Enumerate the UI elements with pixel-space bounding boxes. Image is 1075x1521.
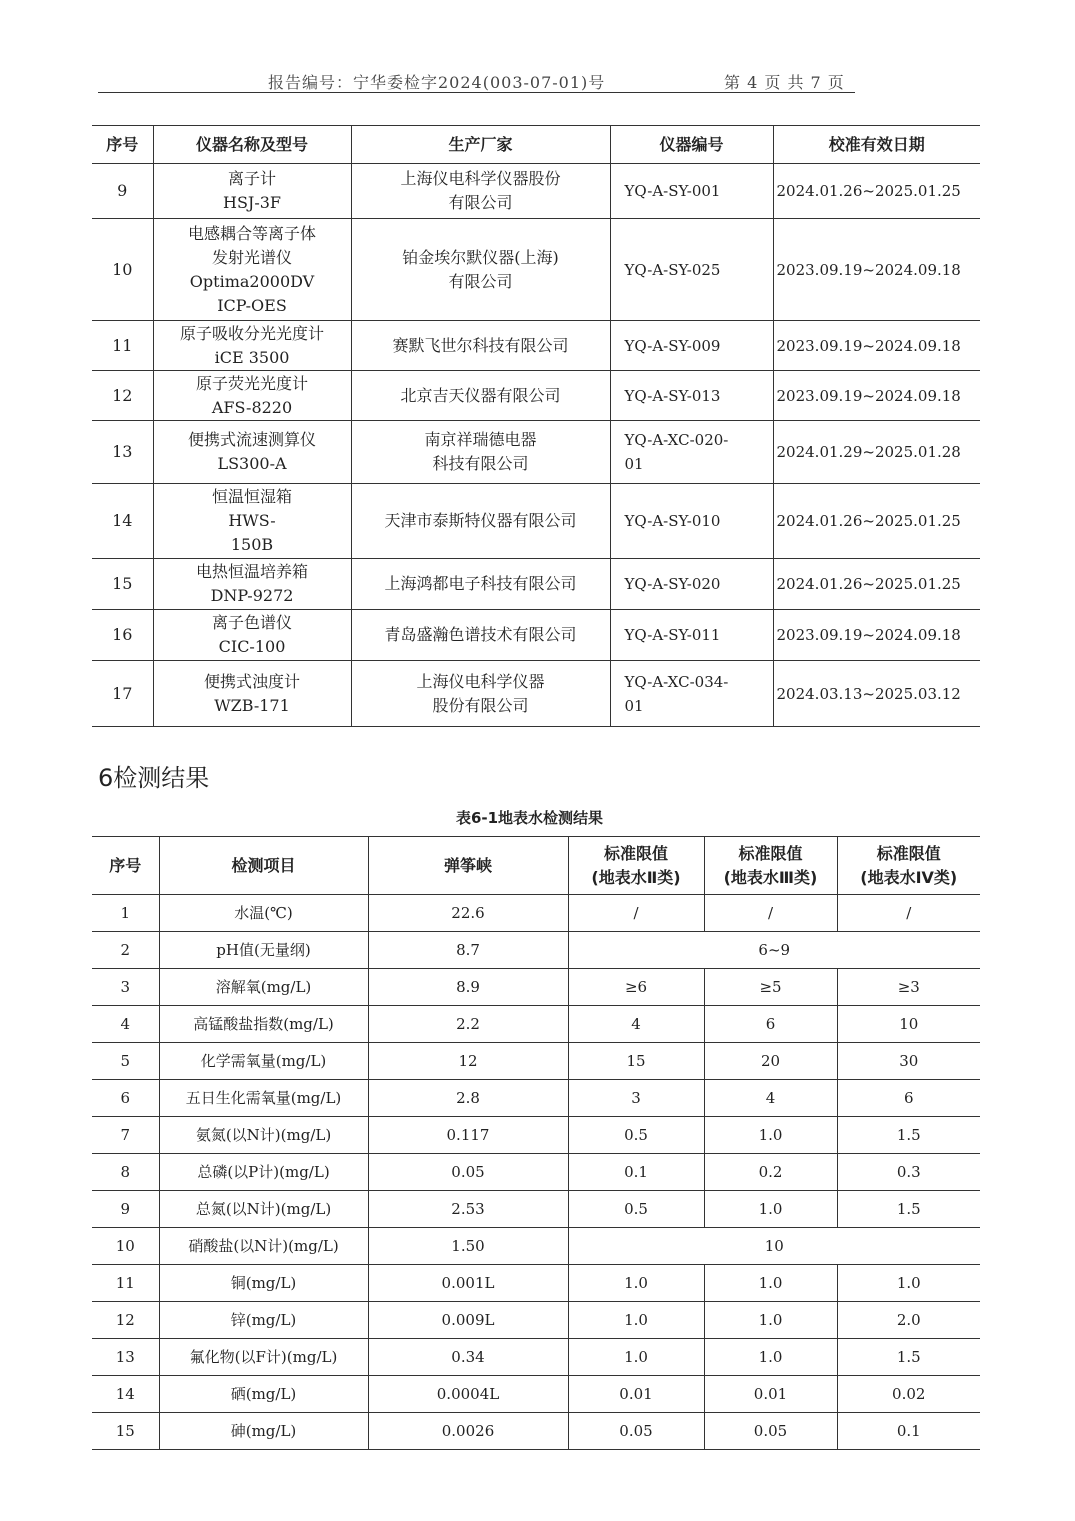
cell-limit: /: [704, 895, 837, 932]
cell-manufacturer: 天津市泰斯特仪器有限公司: [351, 484, 610, 559]
cell-instrument-code: YQ-A-SY-020: [610, 559, 773, 610]
cell-limit: 4: [704, 1080, 837, 1117]
cell-value: 22.6: [368, 895, 568, 932]
cell-item: pH值(无量纲): [159, 932, 368, 969]
table-row: [92, 1006, 980, 1043]
cell-value: 2.53: [368, 1191, 568, 1228]
cell-limit: 2.0: [837, 1302, 980, 1339]
cell-limit: 3: [568, 1080, 704, 1117]
report-number: 报告编号：宁华委检字2024(003-07-01)号: [268, 73, 606, 92]
cell-no: 16: [92, 610, 153, 661]
col-header: 序号: [92, 837, 159, 895]
cell-limit: 0.1: [568, 1154, 704, 1191]
section-title: 6检测结果: [98, 764, 210, 792]
table-row: [92, 1376, 980, 1413]
table-row: [92, 932, 980, 969]
cell-no: 11: [92, 1265, 159, 1302]
cell-no: 3: [92, 969, 159, 1006]
page-indicator: 第 4 页 共 7 页: [724, 73, 845, 92]
cell-no: 9: [92, 164, 153, 219]
cell-limit: /: [837, 895, 980, 932]
cell-instrument-code: YQ-A-XC-020- 01: [610, 421, 773, 484]
table-caption-text: 表6-1地表水检测结果: [455, 809, 604, 827]
cell-calibration-date: 2023.09.19~2024.09.18: [773, 610, 980, 661]
cell-item: 氟化物(以F计)(mg/L): [159, 1339, 368, 1376]
cell-item: 硒(mg/L): [159, 1376, 368, 1413]
col-header: 标准限值 (地表水Ⅱ类): [568, 837, 704, 895]
cell-manufacturer: 铂金埃尔默仪器(上海) 有限公司: [351, 219, 610, 321]
table-row: [92, 1080, 980, 1117]
table-row: [92, 559, 980, 610]
table-row: [92, 1043, 980, 1080]
cell-limit: 6: [837, 1080, 980, 1117]
cell-limit: 0.5: [568, 1117, 704, 1154]
cell-instrument-name: 离子计 HSJ-3F: [153, 164, 351, 219]
cell-limit: 1.0: [568, 1265, 704, 1302]
cell-item: 氨氮(以N计)(mg/L): [159, 1117, 368, 1154]
cell-instrument-code: YQ-A-SY-009: [610, 321, 773, 371]
col-header: 标准限值 (地表水IV类): [837, 837, 980, 895]
cell-calibration-date: 2024.01.29~2025.01.28: [773, 421, 980, 484]
cell-instrument-name: 原子荧光光度计 AFS-8220: [153, 371, 351, 421]
cell-limit-merged: 6~9: [568, 932, 980, 969]
col-header: 仪器名称及型号: [153, 126, 351, 164]
cell-value: 0.001L: [368, 1265, 568, 1302]
cell-instrument-code: YQ-A-SY-001: [610, 164, 773, 219]
cell-no: 6: [92, 1080, 159, 1117]
results-table: [92, 836, 980, 1450]
cell-calibration-date: 2024.01.26~2025.01.25: [773, 164, 980, 219]
col-header: 校准有效日期: [773, 126, 980, 164]
cell-limit: 1.5: [837, 1339, 980, 1376]
cell-limit: /: [568, 895, 704, 932]
cell-no: 15: [92, 1413, 159, 1450]
cell-limit: 1.0: [704, 1302, 837, 1339]
cell-value: 0.0026: [368, 1413, 568, 1450]
cell-item: 硝酸盐(以N计)(mg/L): [159, 1228, 368, 1265]
cell-calibration-date: 2024.03.13~2025.03.12: [773, 661, 980, 727]
table-row: [92, 1302, 980, 1339]
cell-item: 水温(℃): [159, 895, 368, 932]
col-header: 标准限值 (地表水Ⅲ类): [704, 837, 837, 895]
cell-no: 2: [92, 932, 159, 969]
table-row: [92, 969, 980, 1006]
cell-limit: 0.01: [704, 1376, 837, 1413]
table-row: [92, 1413, 980, 1450]
cell-no: 7: [92, 1117, 159, 1154]
cell-instrument-name: 便携式浊度计 WZB-171: [153, 661, 351, 727]
cell-value: 1.50: [368, 1228, 568, 1265]
cell-no: 10: [92, 1228, 159, 1265]
cell-item: 总磷(以P计)(mg/L): [159, 1154, 368, 1191]
cell-limit: 0.5: [568, 1191, 704, 1228]
cell-limit: 1.0: [837, 1265, 980, 1302]
cell-limit: 20: [704, 1043, 837, 1080]
col-header: 检测项目: [159, 837, 368, 895]
cell-manufacturer: 赛默飞世尔科技有限公司: [351, 321, 610, 371]
cell-item: 化学需氧量(mg/L): [159, 1043, 368, 1080]
cell-limit: ≥3: [837, 969, 980, 1006]
cell-manufacturer: 上海仪电科学仪器 股份有限公司: [351, 661, 610, 727]
cell-item: 高锰酸盐指数(mg/L): [159, 1006, 368, 1043]
cell-limit: 0.05: [568, 1413, 704, 1450]
cell-instrument-name: 便携式流速测算仪 LS300-A: [153, 421, 351, 484]
cell-no: 12: [92, 1302, 159, 1339]
results-table-header: [92, 837, 980, 895]
cell-no: 14: [92, 1376, 159, 1413]
cell-item: 五日生化需氧量(mg/L): [159, 1080, 368, 1117]
cell-limit-merged: 10: [568, 1228, 980, 1265]
cell-no: 4: [92, 1006, 159, 1043]
cell-limit: 1.0: [704, 1265, 837, 1302]
cell-limit: 0.2: [704, 1154, 837, 1191]
cell-limit: 30: [837, 1043, 980, 1080]
cell-item: 溶解氧(mg/L): [159, 969, 368, 1006]
cell-value: 2.8: [368, 1080, 568, 1117]
col-header: 序号: [92, 126, 153, 164]
cell-value: 0.05: [368, 1154, 568, 1191]
cell-limit: 1.0: [704, 1339, 837, 1376]
cell-no: 17: [92, 661, 153, 727]
cell-calibration-date: 2023.09.19~2024.09.18: [773, 321, 980, 371]
cell-limit: 1.0: [568, 1302, 704, 1339]
cell-limit: 1.0: [704, 1117, 837, 1154]
col-header: 弹筝峡: [368, 837, 568, 895]
cell-manufacturer: 青岛盛瀚色谱技术有限公司: [351, 610, 610, 661]
table-row: [92, 1191, 980, 1228]
cell-value: 0.117: [368, 1117, 568, 1154]
table-row: [92, 371, 980, 421]
cell-manufacturer: 上海鸿都电子科技有限公司: [351, 559, 610, 610]
col-header: 仪器编号: [610, 126, 773, 164]
cell-no: 12: [92, 371, 153, 421]
cell-limit: 1.0: [568, 1339, 704, 1376]
cell-limit: 0.05: [704, 1413, 837, 1450]
cell-limit: 6: [704, 1006, 837, 1043]
cell-manufacturer: 北京吉天仪器有限公司: [351, 371, 610, 421]
cell-instrument-name: 原子吸收分光光度计 iCE 3500: [153, 321, 351, 371]
cell-limit: 0.02: [837, 1376, 980, 1413]
cell-instrument-code: YQ-A-SY-013: [610, 371, 773, 421]
cell-instrument-name: 恒温恒湿箱 HWS- 150B: [153, 484, 351, 559]
cell-limit: 4: [568, 1006, 704, 1043]
cell-instrument-name: 电热恒温培养箱 DNP-9272: [153, 559, 351, 610]
page-header: [98, 70, 855, 93]
cell-value: 8.7: [368, 932, 568, 969]
cell-instrument-code: YQ-A-SY-010: [610, 484, 773, 559]
cell-limit: 1.0: [704, 1191, 837, 1228]
table-row: [92, 610, 980, 661]
cell-limit: 0.1: [837, 1413, 980, 1450]
cell-no: 15: [92, 559, 153, 610]
cell-limit: 1.5: [837, 1191, 980, 1228]
table-row: [92, 484, 980, 559]
cell-no: 1: [92, 895, 159, 932]
cell-no: 11: [92, 321, 153, 371]
table-row: [92, 219, 980, 321]
table-row: [92, 1339, 980, 1376]
cell-no: 9: [92, 1191, 159, 1228]
table-row: [92, 1117, 980, 1154]
cell-instrument-code: YQ-A-SY-025: [610, 219, 773, 321]
cell-no: 13: [92, 421, 153, 484]
cell-value: 0.0004L: [368, 1376, 568, 1413]
cell-instrument-code: YQ-A-XC-034- 01: [610, 661, 773, 727]
cell-item: 总氮(以N计)(mg/L): [159, 1191, 368, 1228]
cell-limit: 0.3: [837, 1154, 980, 1191]
cell-value: 8.9: [368, 969, 568, 1006]
cell-limit: 0.01: [568, 1376, 704, 1413]
cell-manufacturer: 上海仪电科学仪器股份 有限公司: [351, 164, 610, 219]
cell-item: 铜(mg/L): [159, 1265, 368, 1302]
table-row: [92, 321, 980, 371]
cell-limit: ≥6: [568, 969, 704, 1006]
cell-calibration-date: 2024.01.26~2025.01.25: [773, 484, 980, 559]
cell-value: 12: [368, 1043, 568, 1080]
instrument-table-header: [92, 126, 980, 164]
cell-no: 14: [92, 484, 153, 559]
table-row: [92, 164, 980, 219]
table-row: [92, 1265, 980, 1302]
cell-instrument-name: 电感耦合等离子体 发射光谱仪 Optima2000DV ICP-OES: [153, 219, 351, 321]
cell-limit: ≥5: [704, 969, 837, 1006]
cell-item: 锌(mg/L): [159, 1302, 368, 1339]
instrument-table: [92, 125, 980, 727]
table-row: [92, 421, 980, 484]
table-row: [92, 661, 980, 727]
cell-item: 砷(mg/L): [159, 1413, 368, 1450]
table-row: [92, 895, 980, 932]
cell-no: 13: [92, 1339, 159, 1376]
cell-no: 10: [92, 219, 153, 321]
cell-limit: 1.5: [837, 1117, 980, 1154]
cell-no: 5: [92, 1043, 159, 1080]
cell-instrument-name: 离子色谱仪 CIC-100: [153, 610, 351, 661]
col-header: 生产厂家: [351, 126, 610, 164]
cell-manufacturer: 南京祥瑞德电器 科技有限公司: [351, 421, 610, 484]
cell-instrument-code: YQ-A-SY-011: [610, 610, 773, 661]
cell-value: 0.34: [368, 1339, 568, 1376]
cell-calibration-date: 2024.01.26~2025.01.25: [773, 559, 980, 610]
table-row: [92, 1228, 980, 1265]
cell-no: 8: [92, 1154, 159, 1191]
cell-limit: 10: [837, 1006, 980, 1043]
table-caption: [0, 807, 1075, 828]
cell-calibration-date: 2023.09.19~2024.09.18: [773, 219, 980, 321]
cell-limit: 15: [568, 1043, 704, 1080]
cell-calibration-date: 2023.09.19~2024.09.18: [773, 371, 980, 421]
cell-value: 0.009L: [368, 1302, 568, 1339]
table-row: [92, 1154, 980, 1191]
cell-value: 2.2: [368, 1006, 568, 1043]
